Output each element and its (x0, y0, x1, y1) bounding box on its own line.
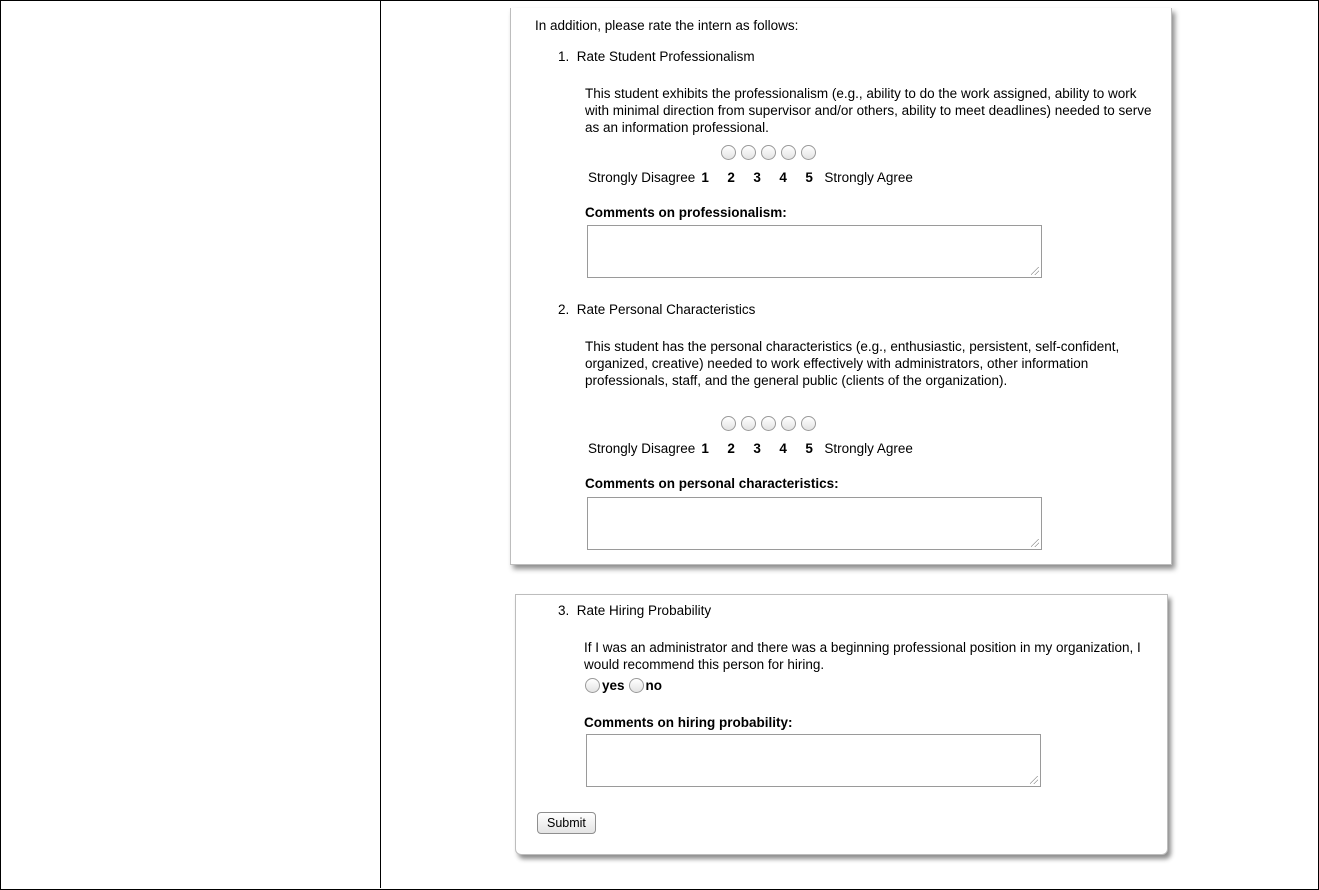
scale-number: 4 (779, 441, 787, 456)
yes-label: yes (602, 678, 625, 693)
rating-form-panel-bottom (515, 594, 1168, 855)
scale-number: 5 (805, 170, 813, 185)
question-2-scale (588, 441, 913, 456)
resize-grip-icon[interactable] (1031, 267, 1039, 275)
question-3-description: If I was an administrator and there was a beginning professional position in my organization, I would recommend this person for hiring. (584, 640, 1141, 672)
question-3-number: 3. (558, 603, 570, 618)
hiring-yes-no-group (585, 678, 662, 693)
hiring-yes-radio[interactable] (585, 678, 600, 693)
question-1-title (558, 49, 755, 64)
question-1-description: This student exhibits the professionalism (e.g., ability to do the work assigned, ability to work with minimal direction from supervisor and/or others, ability to meet deadlines) needed to serve as an information professional. (585, 86, 1152, 135)
question-3-title (558, 603, 711, 618)
resize-grip-icon[interactable] (1031, 539, 1039, 547)
scale-number: 2 (727, 441, 735, 456)
scale-number: 1 (701, 170, 709, 185)
resize-grip-icon[interactable] (1030, 776, 1038, 784)
question-2-number: 2. (558, 302, 570, 317)
q1-radio-4[interactable] (781, 145, 796, 160)
q1-radio-2[interactable] (741, 145, 756, 160)
question-1-scale (588, 170, 913, 185)
hiring-no-radio[interactable] (629, 678, 644, 693)
q1-radio-3[interactable] (761, 145, 776, 160)
scale-number: 3 (753, 170, 761, 185)
scale-number: 3 (753, 441, 761, 456)
intro-text: In addition, please rate the intern as follows: (535, 18, 799, 33)
scale-low-label: Strongly Disagree (588, 170, 696, 185)
scale-number: 1 (701, 441, 709, 456)
q2-radio-5[interactable] (801, 416, 816, 431)
scale-high-label: Strongly Agree (824, 170, 913, 185)
hiring-comments-textarea[interactable] (586, 734, 1041, 787)
question-2-comments-label: Comments on personal characteristics: (585, 476, 839, 491)
question-3-label: Rate Hiring Probability (576, 603, 712, 618)
scale-number: 5 (805, 441, 813, 456)
question-2-radio-group (721, 416, 816, 431)
question-1-radio-group (721, 145, 816, 160)
q2-radio-3[interactable] (761, 416, 776, 431)
personal-characteristics-comments-textarea[interactable] (587, 497, 1042, 550)
question-1-label: Rate Student Professionalism (576, 49, 755, 64)
q1-radio-1[interactable] (721, 145, 736, 160)
question-3-comments-label: Comments on hiring probability: (584, 715, 793, 730)
scale-low-label: Strongly Disagree (588, 441, 696, 456)
no-label: no (645, 678, 663, 693)
rating-form-panel-top (510, 8, 1172, 565)
scale-number: 4 (779, 170, 787, 185)
q2-radio-4[interactable] (781, 416, 796, 431)
submit-button[interactable]: Submit (537, 812, 596, 834)
column-divider (380, 0, 381, 888)
question-1-number: 1. (558, 49, 570, 64)
question-2-label: Rate Personal Characteristics (576, 302, 756, 317)
scale-high-label: Strongly Agree (824, 441, 913, 456)
question-2-title (558, 302, 755, 317)
q1-radio-5[interactable] (801, 145, 816, 160)
scale-number: 2 (727, 170, 735, 185)
question-2-description: This student has the personal characteristics (e.g., enthusiastic, persistent, self-confident, organized, creative) needed to work effectively with administrators, other information professionals, staff, and the general public (clients of the organization). (585, 339, 1120, 388)
question-1-comments-label: Comments on professionalism: (585, 205, 787, 220)
professionalism-comments-textarea[interactable] (587, 225, 1042, 278)
q2-radio-1[interactable] (721, 416, 736, 431)
q2-radio-2[interactable] (741, 416, 756, 431)
